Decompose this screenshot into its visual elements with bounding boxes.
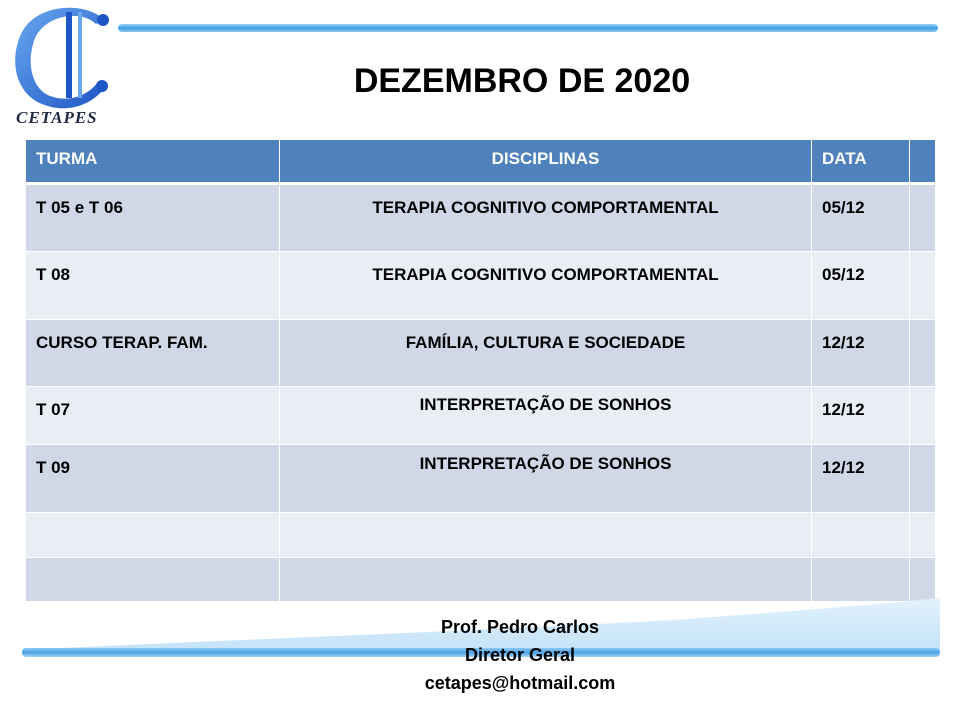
cell-extra [910, 252, 936, 320]
footer-email: cetapes@hotmail.com [424, 673, 616, 693]
footer-role: Diretor Geral [464, 645, 576, 665]
cell-disciplina: INTERPRETAÇÃO DE SONHOS [280, 445, 812, 513]
footer-name: Prof. Pedro Carlos [440, 617, 600, 637]
table-row [26, 445, 936, 513]
cell-data: 12/12 [812, 320, 910, 387]
table-row [26, 320, 936, 387]
schedule-table [25, 139, 936, 602]
cell-disciplina: TERAPIA COGNITIVO COMPORTAMENTAL [280, 252, 812, 320]
top-decorative-bar [118, 24, 938, 32]
table-row [26, 387, 936, 445]
cell-turma: T 05 e T 06 [26, 184, 280, 252]
cell-extra [910, 320, 936, 387]
cell-disciplina: TERAPIA COGNITIVO COMPORTAMENTAL [280, 184, 812, 252]
cell-data: 12/12 [812, 387, 910, 445]
cell-data: 12/12 [812, 445, 910, 513]
cell-extra [910, 513, 936, 558]
header-data: DATA [812, 140, 910, 184]
cell-extra [910, 184, 936, 252]
cell-turma: CURSO TERAP. FAM. [26, 320, 280, 387]
footer-signature [0, 613, 960, 697]
header-extra [910, 140, 936, 184]
cell-disciplina: FAMÍLIA, CULTURA E SOCIEDADE [280, 320, 812, 387]
cell-disciplina: INTERPRETAÇÃO DE SONHOS [280, 387, 812, 445]
table-header-row [26, 140, 936, 184]
logo-text: CETAPES [16, 108, 98, 127]
table-row [26, 252, 936, 320]
cell-data: 05/12 [812, 184, 910, 252]
table-row [26, 513, 936, 558]
cell-turma: T 07 [26, 387, 280, 445]
cell-turma: T 08 [26, 252, 280, 320]
header-turma: TURMA [26, 140, 280, 184]
cell-turma: T 09 [26, 445, 280, 513]
cell-extra [910, 387, 936, 445]
cell-data [812, 513, 910, 558]
cell-disciplina [280, 513, 812, 558]
table-row [26, 184, 936, 252]
cell-extra [910, 445, 936, 513]
cell-turma [26, 513, 280, 558]
cell-data: 05/12 [812, 252, 910, 320]
page-title: DEZEMBRO DE 2020 [353, 62, 691, 100]
header-disciplinas: DISCIPLINAS [280, 140, 812, 184]
